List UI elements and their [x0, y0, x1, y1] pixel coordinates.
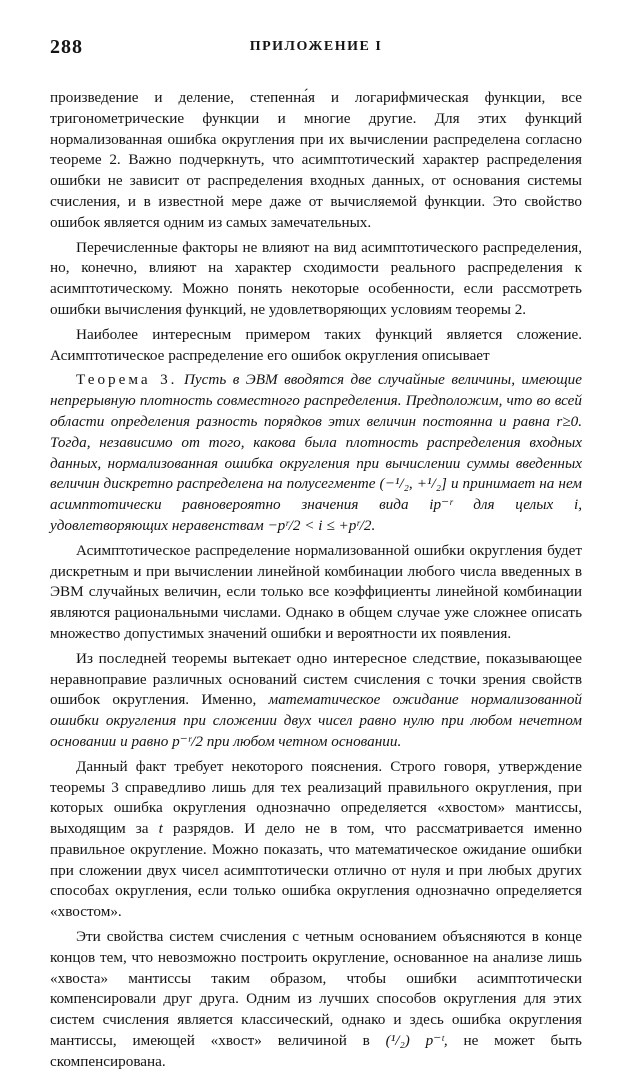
theorem-text: и принимает на нем асимптотически равновероятно значения вида: [50, 475, 582, 514]
theorem-text: Тогда, независимо от того, какова была плотность распределения входных данных, нормализованная ошибка округления при вычислении суммы введенных величин дискретно распределена на полусегменте: [50, 433, 582, 493]
paragraph: Асимптотическое распределение нормализованной ошибки округления будет дискретным и при вычислении линейной комбинации любого числа введенных в ЭВМ случайных величин, если только все коэффициенты линейной комбинации являются рациональными числами. Однако в общем случае уже сложнее описать множество допустимых значений ошибки и вероятности их появления.: [50, 541, 582, 642]
paragraph-text: Из последней теоремы вытекает одно интересное следствие, показывающее неравноправие различных оснований систем счисления с точки зрения свойств ошибок округления. Именно,: [50, 649, 582, 709]
theorem-text: для целых: [473, 496, 554, 514]
theorem-text: удовлетворяющих неравенствам: [50, 516, 264, 534]
italic-text: при любом четном основании.: [206, 732, 402, 750]
formula: p⁻ʳ/2: [172, 732, 203, 750]
paragraph: Перечисленные факторы не влияют на вид асимптотического распределения, но, конечно, влияют на характер сходимости реального распределения к асимптотическому. Можно понять некоторые особенности, если рассмотреть ошибки вычисления функций, не удовлетворяющих условиям теоремы 2.: [50, 238, 582, 318]
formula: i,: [574, 496, 583, 514]
paragraph-text: Эти свойства систем счисления с четным основанием объясняются в конце концов тем, что невозможно построить округление, основанное на анализе лишь «хвоста» мантиссы таким образом, чтобы ошибки асимптотически компенсировали друг друга. Одним из лучших способов округления для этих систем счисления является классический, однако и здесь ошибка округления мантиссы, имеющей «хвост» величиной в: [50, 928, 582, 1050]
formula: −pʳ/2 < i ≤ +pʳ/2.: [267, 516, 376, 534]
page-header: [50, 36, 582, 60]
page-number: 288: [50, 36, 83, 58]
running-title: ПРИЛОЖЕНИЕ I: [249, 39, 383, 54]
theorem-text: Пусть в ЭВМ вводятся две случайные величины, имеющие непрерывную плотность совместного распределения. Предположим, что во всей области определения разность порядков этих величин постоянна и равна: [50, 371, 582, 430]
paragraph: Наиболее интересным примером таких функций является сложение. Асимптотическое распределение его ошибок округления описывает: [50, 325, 582, 364]
paragraph-text: разрядов. И дело не в том, что рассматривается именно правильное округление. Можно показать, что математическое ожидание ошибки при сложении двух чисел асимптотически отлично от нуля и при любых других способах округления, если только ошибка округления однозначно определяется «хвостом».: [50, 820, 583, 921]
paragraph: [50, 757, 582, 923]
formula: (¹/₂) p⁻ᵗ,: [385, 1032, 448, 1050]
paragraph-text: не может быть скомпенсирована.: [50, 1032, 582, 1070]
paragraph-text: Данный факт требует некоторого пояснения. Строго говоря, утверждение теоремы 3 справедливо лишь для тех реализаций правильного округления, при которых ошибка округления однозначно определяется «хвостом» мантиссы, выходящим за: [50, 757, 582, 838]
formula: t: [158, 820, 163, 838]
paragraph: произведение и деление, степенна́я и логарифмическая функции, все тригонометрические функции и многие другие. Для этих функций нормализованная ошибка округления при их вычислении распределена согласно теореме 2. Важно подчеркнуть, что асимптотический характер распределения ошибки не зависит от распределения входных данных, от основания системы счисления, и в известной мере даже от вычисляемой функции. Это свойство ошибок является одним из самых замечательных.: [50, 89, 582, 231]
formula: (−¹/₂, +¹/₂]: [379, 475, 447, 493]
formula: r≥0.: [556, 412, 582, 430]
body-text: [50, 88, 582, 1077]
theorem-3: [50, 370, 582, 536]
italic-text: математическое ожидание нормализованной ошибки округления при сложении двух чисел равно нулю при любом нечетном основании и равно: [50, 691, 583, 750]
formula: ip⁻ʳ: [429, 496, 453, 514]
theorem-label: Теорема 3.: [76, 371, 178, 389]
paragraph: [50, 649, 582, 753]
